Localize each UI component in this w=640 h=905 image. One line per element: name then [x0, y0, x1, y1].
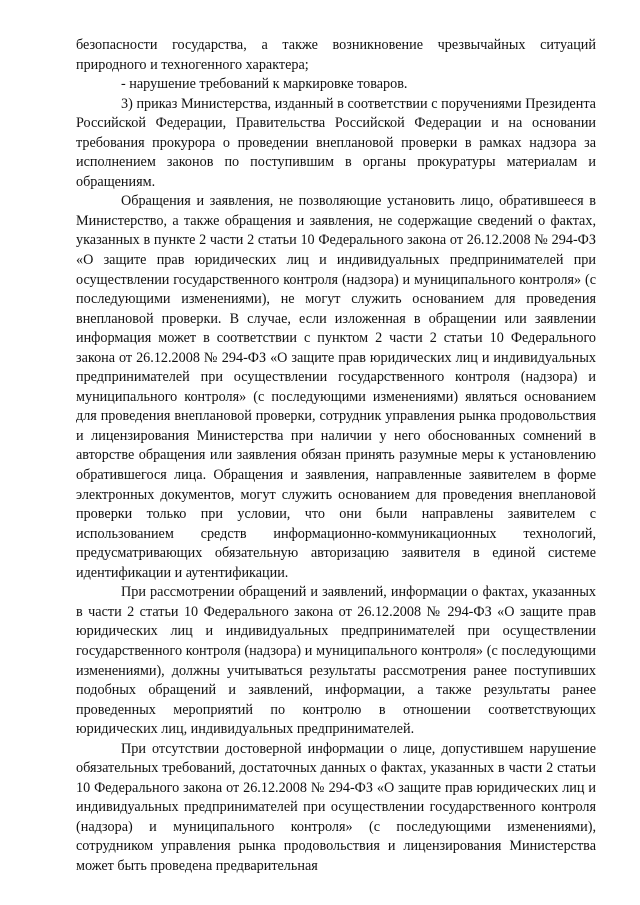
paragraph-labeling-violation: - нарушение требований к маркировке товаров. — [121, 76, 408, 93]
document-page — [76, 36, 596, 877]
paragraph-anonymous-appeals: Обращения и заявления, не позволяющие установить лицо, обратившееся в Министерство, а также обращения и заявления, не содержащие сведений о фактах, указанных в пункте 2 части 2 статьи 10 Федерального закона от 26.12.2008 № 294-ФЗ «О защите прав юридических лиц и индивидуальных предпринимателей при осуществлении государственного контроля (надзора) и муниципального контроля» (с последующими изменениями), не могут служить основанием для проведения внеплановой проверки. В случае, если изложенная в обращении или заявлении информация может в соответствии с пунктом 2 части 2 статьи 10 Федерального закона от 26.12.2008 № 294-ФЗ «О защите прав юридических лиц и индивидуальных предпринимателей при осуществлении государственного контроля (надзора) и муниципального контроля» (с последующими изменениями) являться основанием для проведения внеплановой проверки, сотрудник управления рынка продовольствия и лицензирования Министерства при наличии у него обоснованных сомнений в авторстве обращения или заявления обязан принять разумные меры к установлению обратившегося лица. Обращения и заявления, направленные заявителем в форме электронных документов, могут служить основанием для проведения внеплановой проверки только при условии, что они были направлены заявителем с использованием средств информационно-коммуникационных технологий, предусматривающих обязательную авторизацию заявителя в единой системе идентификации и аутентификации. — [76, 193, 596, 581]
paragraph-continuation: безопасности государства, а также возникновение чрезвычайных ситуаций природного и техногенного характера; — [76, 37, 596, 73]
paragraph-ministry-order: 3) приказ Министерства, изданный в соответствии с поручениями Президента Российской Федерации, Правительства Российской Федерации и на основании требования прокурора о проведении внеплановой проверки в рамках надзора за исполнением законов по поступившим в органы прокуратуры материалам и обращениям. — [76, 95, 596, 190]
paragraph-preliminary-check: При отсутствии достоверной информации о лице, допустившем нарушение обязательных требований, достаточных данных о фактах, указанных в части 2 статьи 10 Федерального закона от 26.12.2008 № 294-ФЗ «О защите прав юридических лиц и индивидуальных предпринимателей при осуществлении государственного контроля (надзора) и муниципального контроля» (с последующими изменениями), сотрудником управления рынка продовольствия и лицензирования Министерства может быть проведена предварительная — [76, 740, 596, 874]
paragraph-appeal-review: При рассмотрении обращений и заявлений, информации о фактах, указанных в части 2 статьи 10 Федерального закона от 26.12.2008 № 294-ФЗ «О защите прав юридических лиц и индивидуальных предпринимателей при осуществлении государственного контроля (надзора) и муниципального контроля» (с последующими изменениями), должны учитываться результаты рассмотрения ранее поступивших подобных обращений и заявлений, информации, а также результаты ранее проведенных мероприятий по контролю в отношении соответствующих юридических лиц, индивидуальных предпринимателей. — [76, 584, 596, 738]
